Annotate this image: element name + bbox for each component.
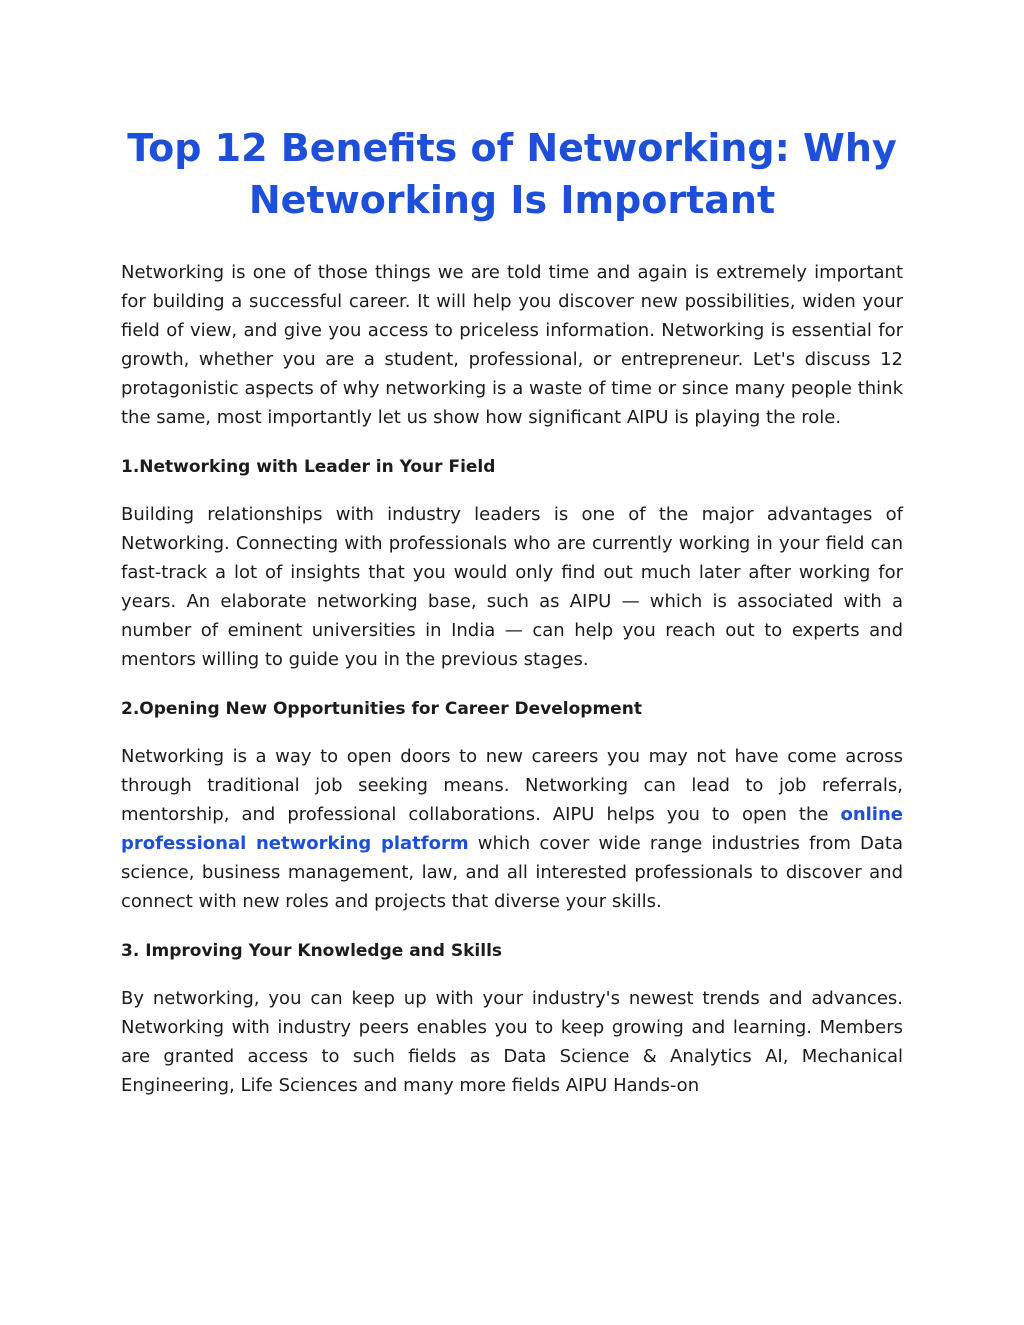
section-2-body-end: which cover wide range industries from Data science, business management, law, and all interested professionals to discover and connect with new roles and projects that diverse your skills. (121, 833, 903, 912)
page-title: Top 12 Benefits of Networking: Why Networking Is Important (127, 126, 897, 222)
section-2-heading: 2.Opening New Opportunities for Career Development (121, 699, 642, 719)
document-page (121, 122, 903, 1100)
section-2-body-start: Networking is a way to open doors to new careers you may not have come across through traditional job seeking means. Networking can lead to job referrals, mentorship, and professional collaborations. AIPU helps you to open the (121, 746, 903, 825)
online-networking-platform-link[interactable]: online professional networking platform (121, 804, 903, 854)
section-1-heading: 1.Networking with Leader in Your Field (121, 457, 496, 477)
section-1-body: Building relationships with industry leaders is one of the major advantages of Networking. Connecting with professionals who are currently working in your field can fast-track a lot of insights that you would only find out much later after working for years. An elaborate networking base, such as AIPU — which is associated with a number of eminent universities in India — can help you reach out to experts and mentors willing to guide you in the previous stages. (121, 504, 903, 670)
intro-paragraph: Networking is one of those things we are told time and again is extremely important for building a successful career. It will help you discover new possibilities, widen your field of view, and give you access to priceless information. Networking is essential for growth, whether you are a student, professional, or entrepreneur. Let's discuss 12 protagonistic aspects of why networking is a waste of time or since many people think the same, most importantly let us show how significant AIPU is playing the role. (121, 262, 903, 428)
section-2-body (121, 742, 903, 916)
section-3-body: By networking, you can keep up with your industry's newest trends and advances. Networking with industry peers enables you to keep growing and learning. Members are granted access to such fields as Data Science & Analytics AI, Mechanical Engineering, Life Sciences and many more fields AIPU Hands-on (121, 988, 903, 1096)
section-3-heading: 3. Improving Your Knowledge and Skills (121, 941, 503, 961)
